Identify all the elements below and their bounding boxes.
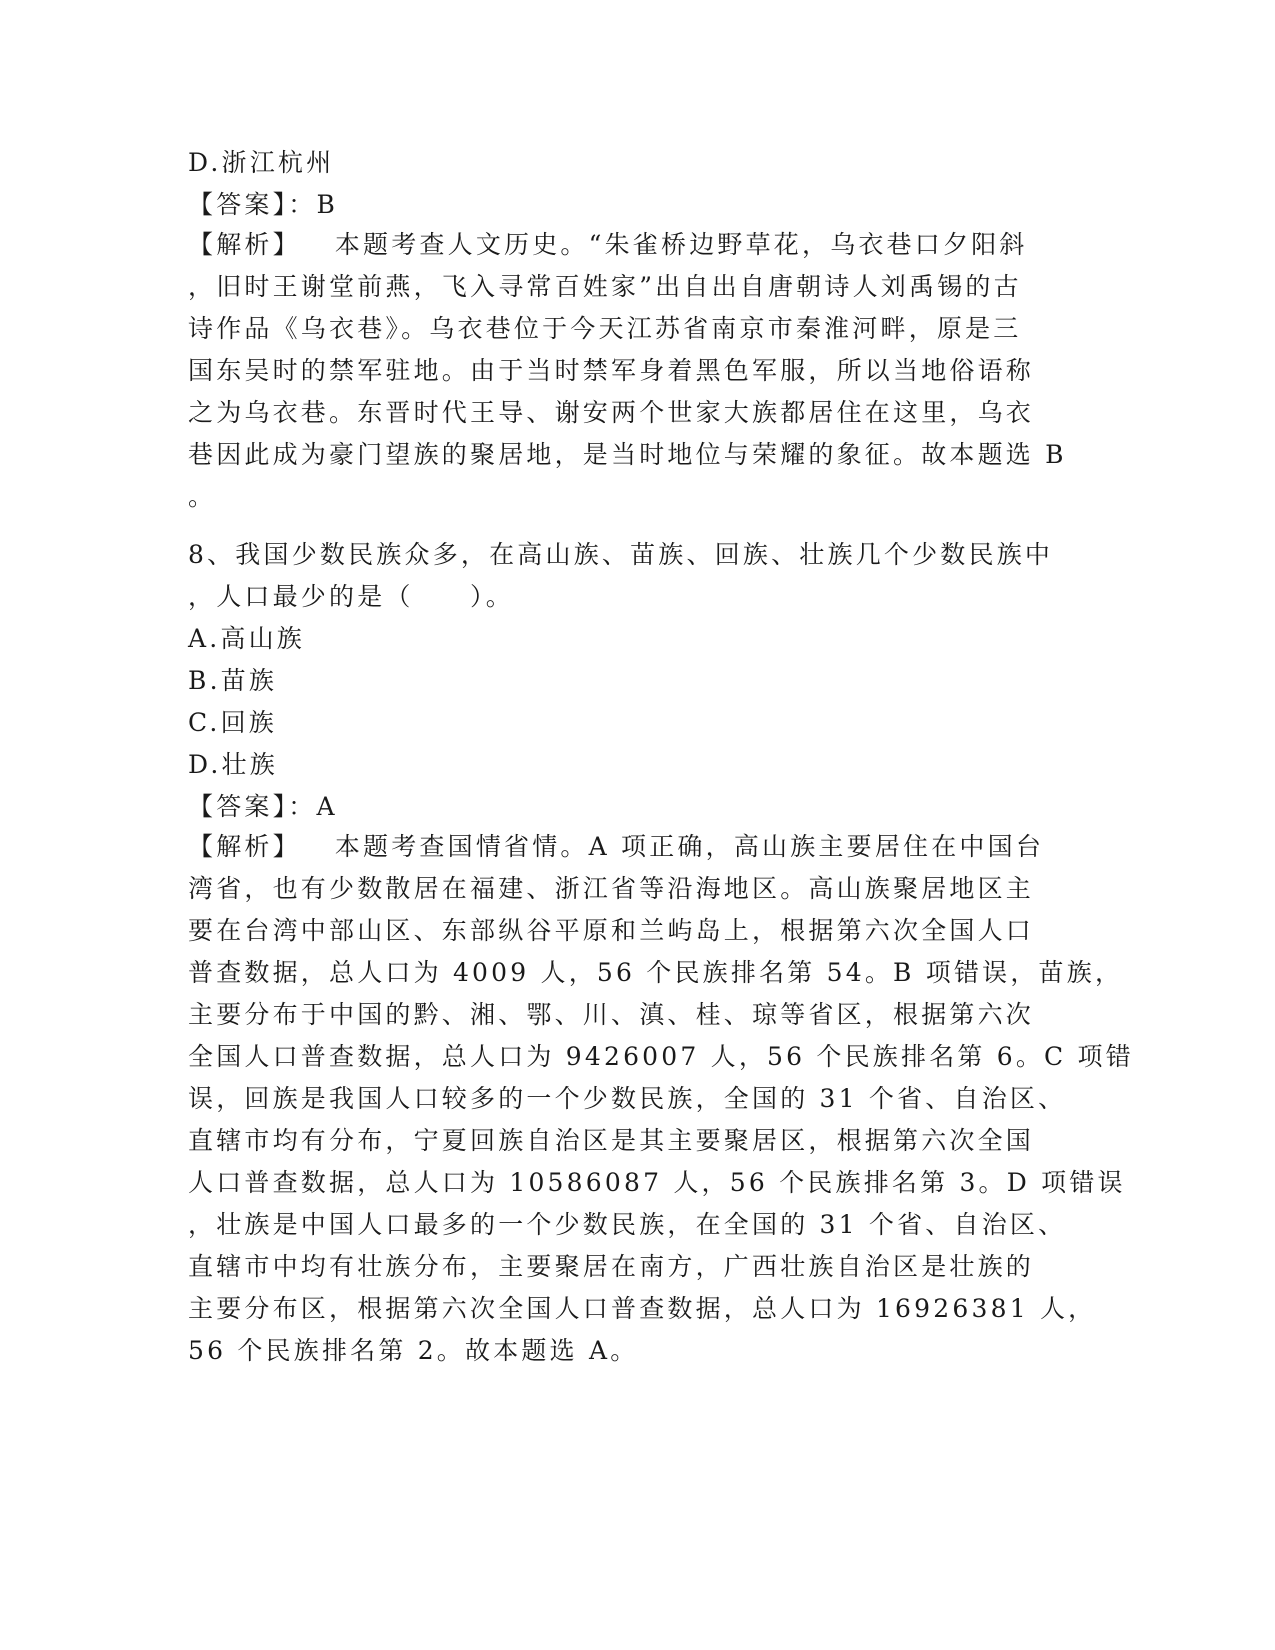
q8-analysis-first-line xyxy=(188,825,1088,868)
q7-analysis-line-5: 巷因此成为豪门望族的聚居地，是当时地位与荣耀的象征。故本题选 B xyxy=(188,440,1067,469)
q8-analysis-line-10: 直辖市中均有壮族分布，主要聚居在南方，广西壮族自治区是壮族的 xyxy=(188,1252,1035,1281)
q8-analysis-line-11: 主要分布区，根据第六次全国人口普查数据，总人口为 16926381 人， xyxy=(188,1294,1097,1323)
q7-analysis-first-line xyxy=(188,223,1088,266)
q7-analysis-line-2: 诗作品《乌衣巷》。乌衣巷位于今天江苏省南京市秦淮河畔，原是三 xyxy=(188,314,1022,343)
q8-analysis-line-5: 全国人口普查数据，总人口为 9426007 人，56 个民族排名第 6。C 项错 xyxy=(188,1042,1134,1071)
q8-question-line-0: 8、我国少数民族众多，在高山族、苗族、回族、壮族几个少数民族中 xyxy=(188,540,1054,569)
q8-analysis-line-0: 本题考查国情省情。A 项正确，高山族主要居住在中国台 xyxy=(334,832,1045,861)
q7-analysis-label: 【解析】 xyxy=(188,230,301,259)
q8-option-a: A.高山族 xyxy=(188,624,306,653)
q8-option-d: D.壮族 xyxy=(188,750,278,779)
q8-question-line-1: ，人口最少的是（ ）。 xyxy=(188,582,514,611)
q8-analysis-line-3: 普查数据，总人口为 4009 人，56 个民族排名第 54。B 项错误，苗族， xyxy=(188,958,1124,987)
q8-option-b: B.苗族 xyxy=(188,666,278,695)
q7-analysis-line-4: 之为乌衣巷。东晋时代王导、谢安两个世家大族都居住在这里，乌衣 xyxy=(188,398,1035,427)
q7-option-d: D.浙江杭州 xyxy=(188,148,335,177)
q8-analysis-line-8: 人口普查数据，总人口为 10586087 人，56 个民族排名第 3。D 项错误 xyxy=(188,1168,1126,1197)
q8-option-c: C.回族 xyxy=(188,708,277,737)
q7-analysis-line-0: 本题考查人文历史。“朱雀桥边野草花，乌衣巷口夕阳斜 xyxy=(334,230,1028,259)
q8-analysis-line-9: ，壮族是中国人口最多的一个少数民族，在全国的 31 个省、自治区、 xyxy=(188,1210,1067,1239)
q8-analysis-line-4: 主要分布于中国的黔、湘、鄂、川、滇、桂、琼等省区，根据第六次 xyxy=(188,1000,1035,1029)
q7-analysis-line-1: ，旧时王谢堂前燕，飞入寻常百姓家”出自出自唐朝诗人刘禹锡的古 xyxy=(188,272,1022,301)
q7-analysis-line-3: 国东吴时的禁军驻地。由于当时禁军身着黑色军服，所以当地俗语称 xyxy=(188,356,1035,385)
q8-analysis-line-1: 湾省，也有少数散居在福建、浙江省等沿海地区。高山族聚居地区主 xyxy=(188,874,1035,903)
q7-answer: 【答案】：B xyxy=(188,190,339,219)
q8-analysis-line-2: 要在台湾中部山区、东部纵谷平原和兰屿岛上，根据第六次全国人口 xyxy=(188,916,1035,945)
q7-analysis-line-6: 。 xyxy=(188,482,217,511)
q8-analysis-label: 【解析】 xyxy=(188,832,301,861)
q8-analysis-line-12: 56 个民族排名第 2。故本题选 A。 xyxy=(188,1336,639,1365)
q8-answer: 【答案】：A xyxy=(188,792,338,821)
q8-analysis-line-7: 直辖市均有分布，宁夏回族自治区是其主要聚居区，根据第六次全国 xyxy=(188,1126,1035,1155)
q8-analysis-line-6: 误，回族是我国人口较多的一个少数民族，全国的 31 个省、自治区、 xyxy=(188,1084,1067,1113)
